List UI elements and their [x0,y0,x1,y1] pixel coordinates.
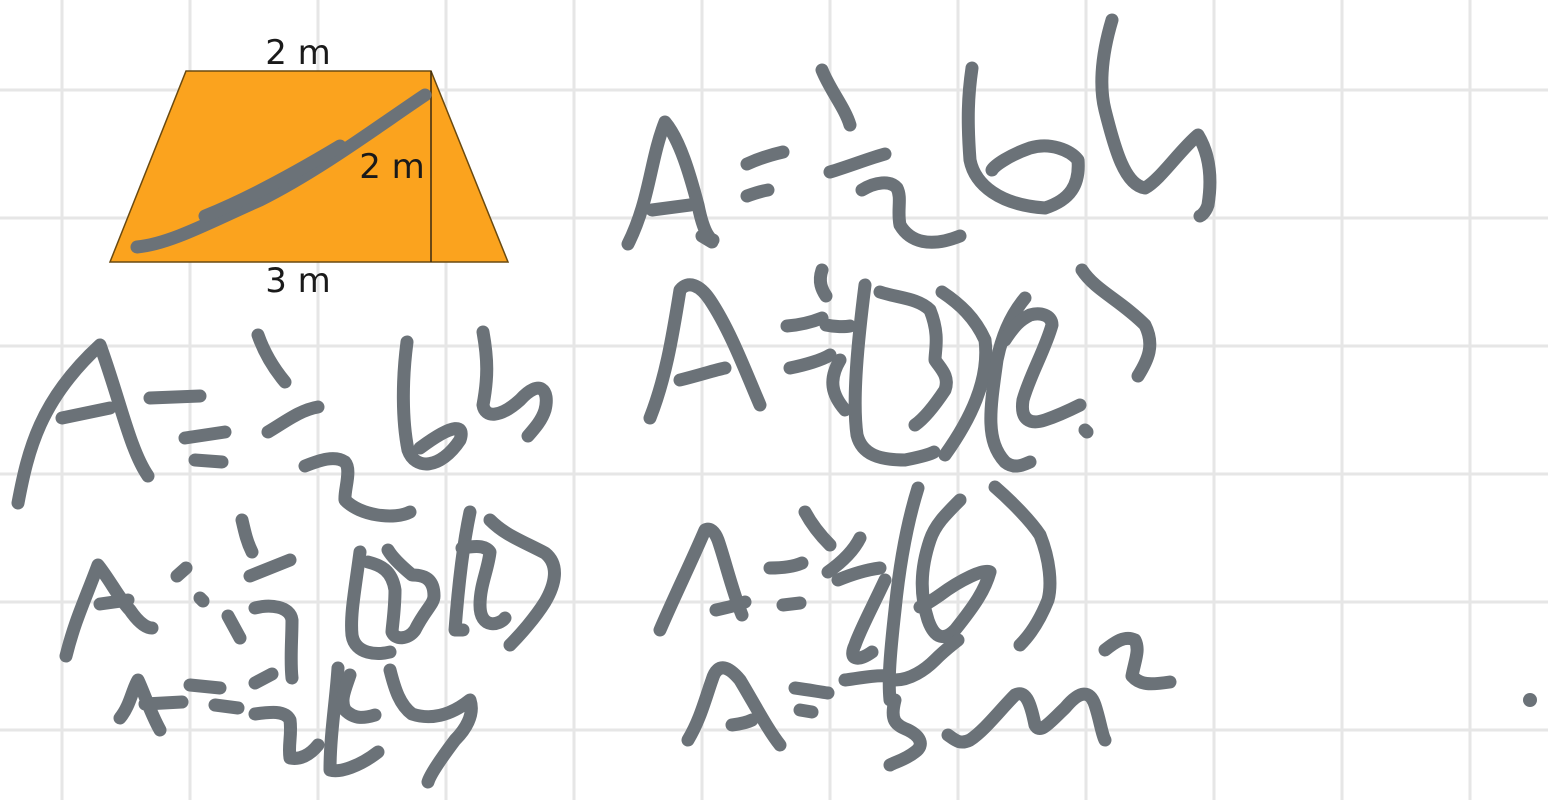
top-base-label: 2 m [265,33,331,73]
bottom-base-label: 3 m [265,261,331,301]
handwriting-block-1 [18,332,554,782]
stray-ink-dot [1523,693,1537,707]
height-label: 2 m [359,147,425,187]
handwriting-block-2 [628,20,1210,765]
